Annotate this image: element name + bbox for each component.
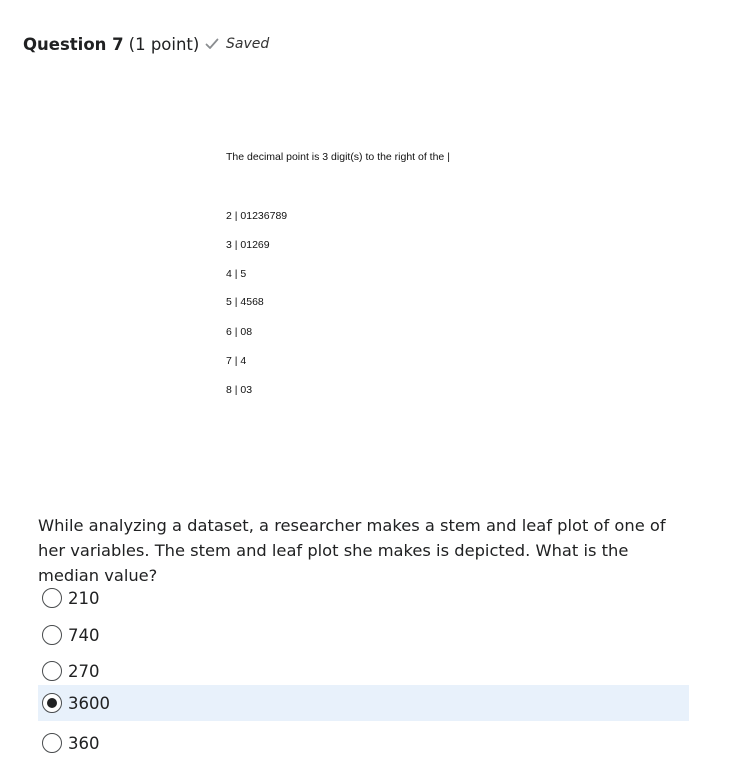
answer-option-740[interactable] [38, 617, 689, 653]
option-label: 740 [68, 625, 100, 645]
stem-leaf-row: 5 | 4568 [226, 296, 264, 308]
radio-button[interactable] [42, 733, 62, 753]
option-label: 210 [68, 588, 100, 608]
radio-button[interactable] [42, 661, 62, 681]
question-prompt: While analyzing a dataset, a researcher makes a stem and leaf plot of one of her variables. The stem and leaf plot she makes is depicted. What is the median value? [38, 516, 666, 585]
question-points: (1 point) [128, 34, 200, 54]
check-icon [205, 38, 219, 50]
answer-option-3600[interactable] [38, 685, 689, 721]
radio-button[interactable] [42, 588, 62, 608]
question-title: Question 7 [23, 34, 124, 54]
option-label: 270 [68, 661, 100, 681]
radio-button[interactable] [42, 625, 62, 645]
answer-option-270[interactable] [38, 653, 689, 689]
answer-option-210[interactable] [38, 580, 689, 616]
answer-option-360[interactable] [38, 725, 689, 761]
radio-button[interactable] [42, 693, 62, 713]
stem-leaf-row: 8 | 03 [226, 384, 253, 396]
saved-status [205, 34, 269, 54]
stem-leaf-row: 4 | 5 [226, 268, 247, 280]
stem-leaf-row: 7 | 4 [226, 355, 247, 367]
question-header [23, 33, 199, 55]
option-label: 3600 [68, 693, 110, 713]
stem-leaf-row: 2 | 01236789 [226, 210, 288, 222]
radio-selected-dot [47, 698, 57, 708]
option-label: 360 [68, 733, 100, 753]
saved-label: Saved [226, 36, 270, 52]
stem-leaf-caption: The decimal point is 3 digit(s) to the right of the | [226, 151, 450, 163]
stem-leaf-row: 6 | 08 [226, 326, 253, 338]
stem-leaf-row: 3 | 01269 [226, 239, 270, 251]
